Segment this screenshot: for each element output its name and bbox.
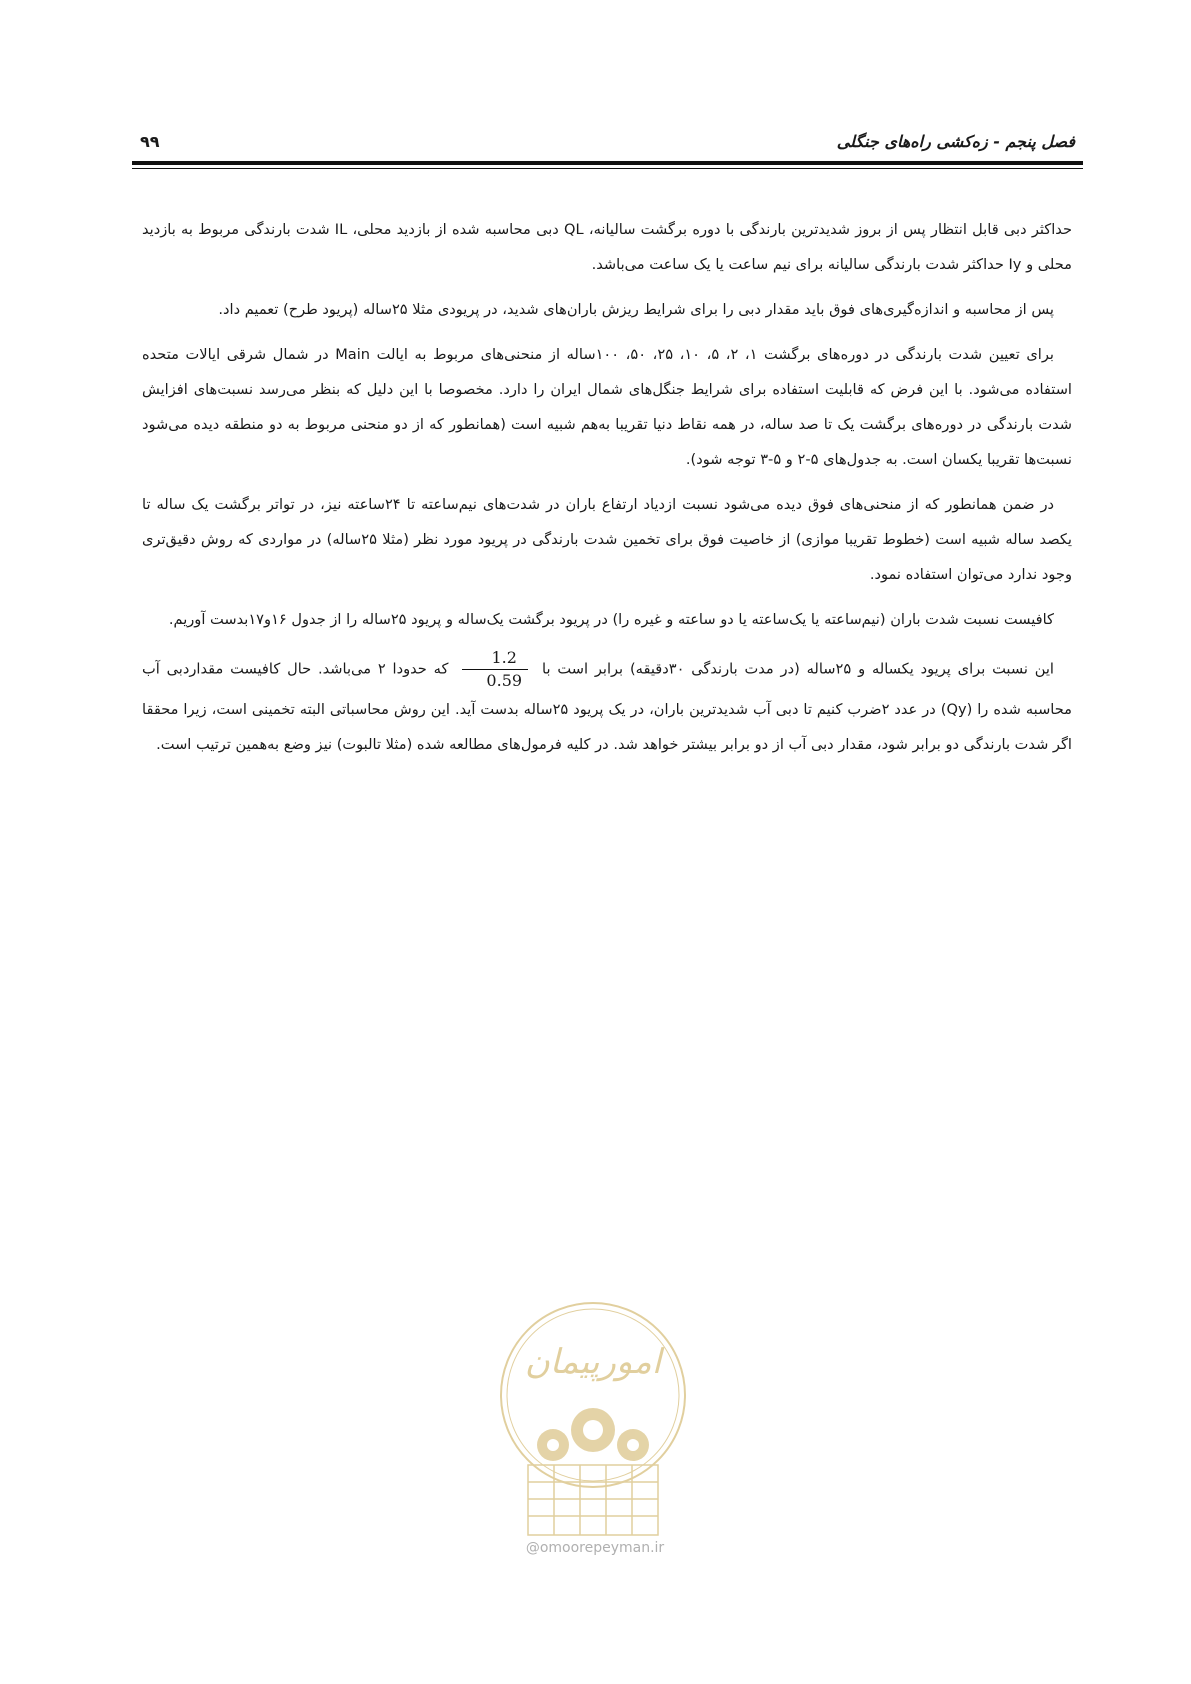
paragraph-2: پس از محاسبه و اندازه‌گیری‌های فوق باید مقدار دبی را برای شرایط ریزش باران‌های شدید، در پریودی مثلا ۲۵ساله (پریود طرح) تعمیم داد.	[218, 301, 1054, 318]
paragraph-3: برای تعیین شدت بارندگی در دوره‌های برگشت ۱، ۲، ۵، ۱۰، ۲۵، ۵۰، ۱۰۰ساله از منحنی‌های مربوط به ایالت Main در شمال شرقی ایالات متحده استفاده می‌شود. با این فرض که قابلیت استفاده برای شرایط جنگل‌های شمال ایران را دارد. مخصوصا با این دلیل که بنظر می‌رسد نسبت‌های افزایش شدت بارندگی در دوره‌های برگشت یک تا صد ساله، در همه نقاط دنیا تقریبا به‌هم شبیه است (همانطور که از دو منحنی مربوط به دو منطقه دیده می‌شود نسبت‌ها تقریبا یکسان است. به جدول‌های ۵-۲ و ۵-۳ توجه شود).	[142, 346, 1072, 468]
fraction-numerator: 1.2	[462, 647, 528, 670]
page-number: ۹۹	[140, 131, 160, 151]
body-text	[142, 212, 1072, 772]
paragraph-4: در ضمن همانطور که از منحنی‌های فوق دیده می‌شود نسبت ازدیاد ارتفاع باران در شدت‌های نیم‌ساعته تا ۲۴ساعته نیز، در تواتر برگشت یک ساله تا یکصد ساله شبیه است (خطوط تقریبا موازی) از خاصیت فوق برای تخمین شدت بارندگی در پریود مورد نظر (مثلا ۲۵ساله) در مواردی که روش دقیق‌تری وجود ندارد می‌توان استفاده نمود.	[142, 496, 1072, 583]
chapter-title: فصل پنجم - زه‌کشی راه‌های جنگلی	[836, 131, 1075, 151]
watermark-url: @omoorepeyman.ir	[525, 1540, 665, 1556]
paragraph-1: حداکثر دبی قابل انتظار پس از بروز شدیدترین بارندگی با دوره برگشت سالیانه، QL دبی محاسبه شده از بازدید محلی، IL شدت بارندگی مربوط به بازدید محلی و Iy حداکثر شدت بارندگی سالیانه برای نیم ساعت یا یک ساعت می‌باشد.	[142, 221, 1072, 273]
header-rule-thick	[132, 161, 1083, 165]
ratio-fraction	[462, 647, 528, 692]
paragraph-6	[142, 647, 1072, 762]
fraction-denominator: 0.59	[486, 671, 523, 690]
page-header	[140, 126, 1075, 156]
paragraph-6-after: که حدودا ۲ می‌باشد. حال کافیست مقداردبی آب محاسبه شده را (Qy) در عدد ۲ضرب کنیم تا دبی آب شدیدترین باران، در یک پریود ۲۵ساله بدست آید. این روش محاسباتی البته تخمینی است، زیرا محققا اگر شدت بارندگی دو برابر شود، مقدار دبی آب از دو برابر بیشتر خواهد شد. در کلیه فرمول‌های مطالعه شده (مثلا تالبوت) نیز وضع به‌همین ترتیب است.	[142, 660, 1072, 753]
watermark-logo	[488, 1295, 698, 1555]
paragraph-5: کافیست نسبت شدت باران (نیم‌ساعته یا یک‌ساعته یا دو ساعته و غیره را) در پریود برگشت یک‌ساله و پریود ۲۵ساله را از جدول ۱۶و۱۷بدست آوریم.	[168, 611, 1054, 628]
header-rule-thin	[132, 168, 1083, 169]
paragraph-6-before: این نسبت برای پریود یکساله و ۲۵ساله (در مدت بارندگی ۳۰دقیقه) برابر است با	[542, 660, 1054, 678]
watermark-logo-text: امورپیمان	[524, 1342, 662, 1382]
